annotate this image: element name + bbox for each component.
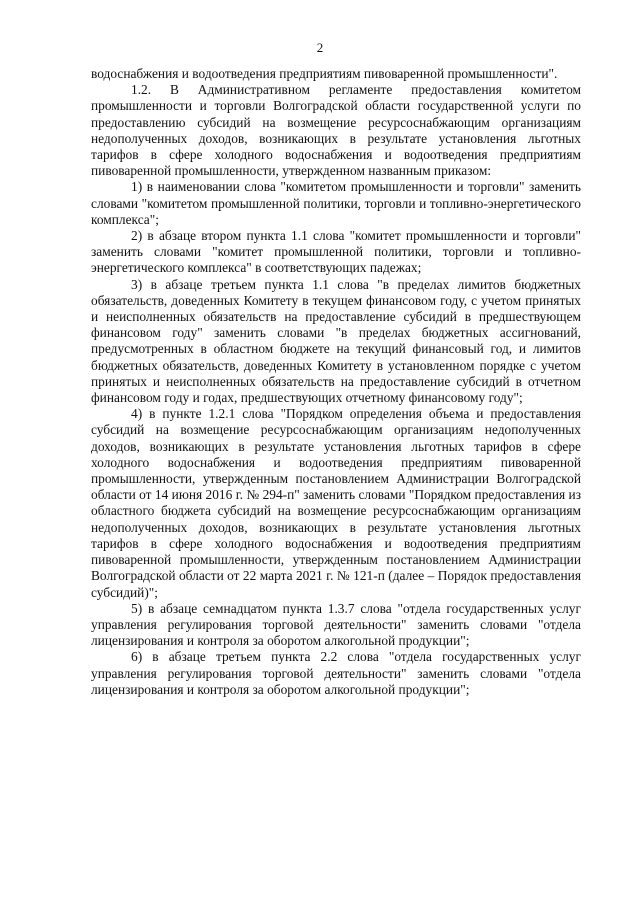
- document-body: [91, 66, 581, 698]
- paragraph: 6) в абзаце третьем пункта 2.2 слова "отдела государственных услуг управления регулирования торговой деятельности" заменить словами "отдела лицензирования и контроля за оборотом алкогольной продукции";: [91, 649, 581, 697]
- paragraph: 5) в абзаце семнадцатом пункта 1.3.7 слова "отдела государственных услуг управления регулирования торговой деятельности" заменить словами "отдела лицензирования и контроля за оборотом алкогольной продукции";: [91, 600, 581, 649]
- paragraph: 1.2. В Административном регламенте предоставления комитетом промышленности и торговли Волгоградской области государственной услуги по предоставлению субсидий на возмещение ресурсоснабжающим организациям недополученных доходов, возникающих в результате установления льготных тарифов в сфере холодного водоснабжения и водоотведения предприятиям пивоваренной промышленности, утвержденном названным приказом:: [91, 82, 581, 179]
- paragraph: 3) в абзаце третьем пункта 1.1 слова "в пределах лимитов бюджетных обязательств, доведенных Комитету в текущем финансовом году, с учетом принятых и неисполненных обязательств на предоставление субсидий в предшествующем финансовом году" заменить словами "в пределах бюджетных ассигнований, предусмотренных в областном бюджете на текущий финансовый год, и лимитов бюджетных обязательств, доведенных Комитету в установленном порядке с учетом принятых и неисполненных обязательств на предоставление субсидий в отчетном финансовом году и годах, предшествующих отчетному финансовому году";: [91, 276, 581, 406]
- paragraph: 1) в наименовании слова "комитетом промышленности и торговли" заменить словами "комитетом промышленной политики, торговли и топливно-энергетического комплекса";: [91, 179, 581, 227]
- paragraph: водоснабжения и водоотведения предприятиям пивоваренной промышленности".: [91, 66, 558, 81]
- paragraph: 2) в абзаце втором пункта 1.1 слова "комитет промышленности и торговли" заменить словами "комитет промышленной политики, торговли и топливно-энергетического комплекса" в соответствующих падежах;: [91, 228, 581, 276]
- paragraph: 4) в пункте 1.2.1 слова "Порядком определения объема и предоставления субсидий на возмещение ресурсоснабжающим организациям недополученных доходов, возникающих в результате установления льготных тарифов в сфере холодного водоснабжения и водоотведения предприятиям пивоваренной промышленности, утвержденным постановлением Администрации Волгоградской области от 14 июня 2016 г. № 294-п" заменить словами "Порядком предоставления из областного бюджета субсидий на возмещение ресурсоснабжающим организациям недополученных доходов, возникающих в результате установления льготных тарифов в сфере холодного водоснабжения и водоотведения предприятиям пивоваренной промышленности, утвержденным постановлением Администрации Волгоградской области от 22 марта 2021 г. № 121-п (далее – Порядок предоставления субсидий)";: [91, 406, 581, 600]
- page-number: 2: [316, 40, 324, 55]
